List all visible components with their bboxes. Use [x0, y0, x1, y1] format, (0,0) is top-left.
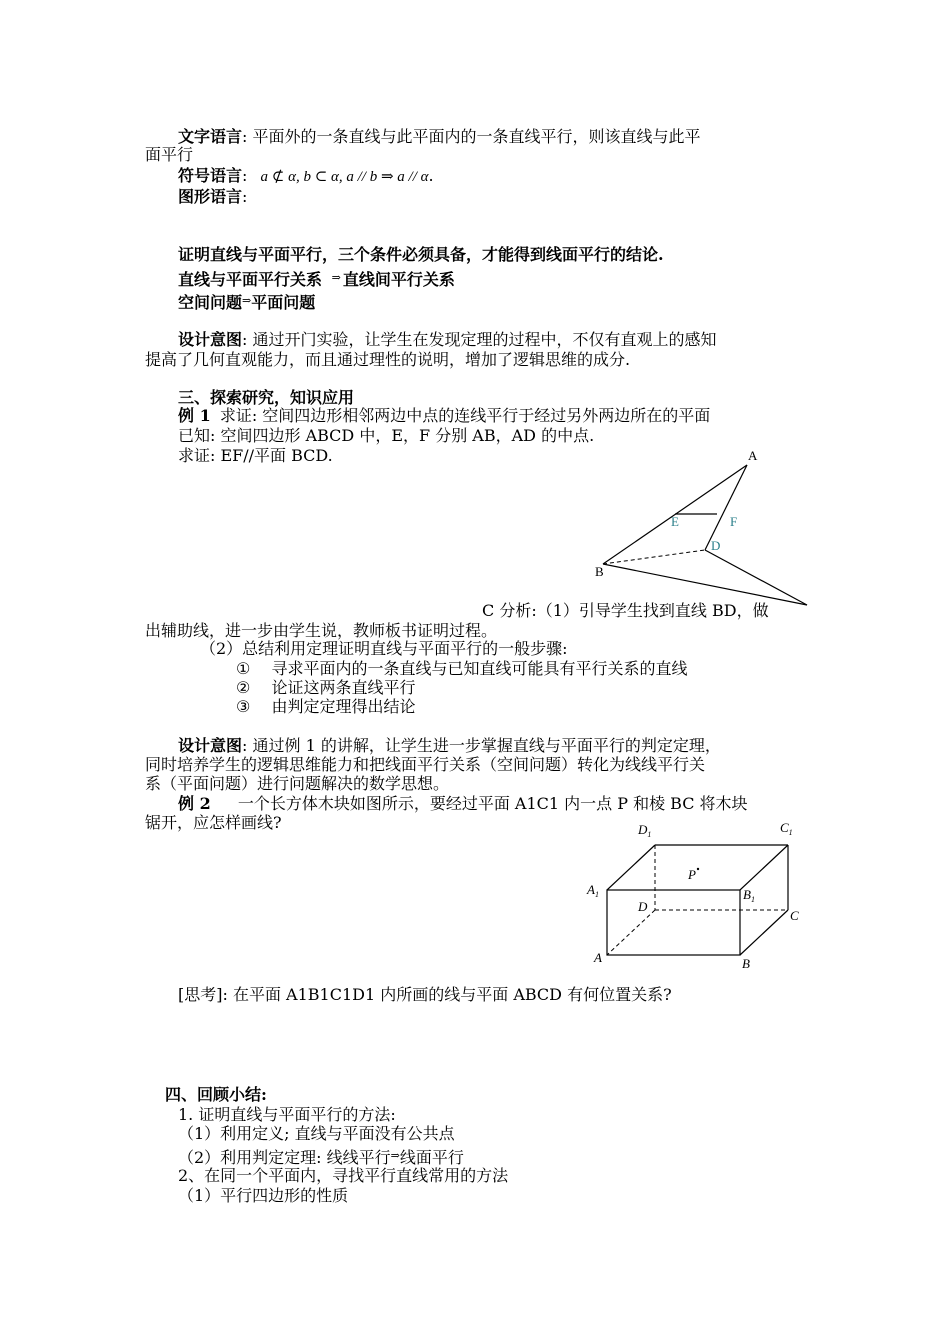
space-problem-text: 空间问题	[178, 293, 243, 312]
summary-item-2a: （1）平行四边形的性质	[178, 1186, 349, 1205]
design-intent-2-continuation-2: 系（平面问题）进行问题解决的数学思想。	[145, 774, 450, 793]
example-2-label: 例 2	[178, 794, 211, 813]
summary-item-1b	[178, 1146, 464, 1168]
implies-arrow: ⇒	[331, 271, 341, 284]
step-number: ①	[236, 659, 251, 678]
step-text: 由判定定理得出结论	[271, 697, 416, 716]
text-language-line	[178, 127, 701, 147]
step-item	[236, 678, 415, 698]
graph-language-label: 图形语言	[178, 187, 243, 206]
summary-item-1: 1. 证明直线与平面平行的方法:	[178, 1105, 396, 1124]
edge-bc	[603, 564, 807, 605]
label-b: B	[595, 564, 604, 579]
label-p: P	[688, 867, 696, 882]
cuboid-figure	[580, 815, 810, 975]
front-face	[607, 890, 740, 955]
plane-problem-text: 平面问题	[251, 293, 316, 312]
text-language-continuation: 面平行	[145, 145, 194, 164]
symbol-end: .	[428, 166, 434, 185]
graph-language-colon: :	[242, 187, 248, 206]
example-1-label: 例 1	[178, 406, 211, 425]
example-2-line	[178, 794, 748, 814]
example-2-body: 一个长方体木块如图所示，要经过平面 A1C1 内一点 P 和棱 BC 将木块	[237, 794, 748, 813]
step-number: ③	[236, 697, 251, 716]
design-intent-label: 设计意图	[178, 330, 243, 349]
text-language-body: : 平面外的一条直线与此平面内的一条直线平行，则该直线与此平	[242, 127, 701, 146]
step-text: 论证这两条直线平行	[271, 678, 416, 697]
label-c: C	[790, 908, 799, 923]
edge-bd-dashed	[603, 550, 705, 564]
design-intent-2-continuation-1: 同时培养学生的逻辑思维能力和把线面平行关系（空间问题）转化为线线平行关	[145, 755, 706, 774]
label-e: E	[671, 514, 679, 529]
implies-arrow: ⇒	[242, 294, 252, 307]
analysis-continuation: 出辅助线，进一步由学生说，教师板书证明过程。	[145, 621, 498, 640]
symbol-language-colon: :	[242, 166, 253, 185]
implies-arrow: ⇒	[390, 1149, 400, 1162]
summary-item-1b-post: 线面平行	[399, 1148, 464, 1167]
design-intent-2-line	[178, 736, 721, 756]
think-question: [思考]: 在平面 A1B1C1D1 内所画的线与平面 ABCD 有何位置关系?	[178, 985, 672, 1004]
label-d1: $D_1$	[638, 822, 652, 839]
symbol-expression: a ⊄ α, b ⊂ α, a // b ⇒ a // α	[260, 169, 429, 185]
step-item	[236, 697, 415, 717]
symbol-language-line	[178, 166, 434, 187]
given-line: 已知: 空间四边形 ABCD 中，E，F 分别 AB，AD 的中点.	[178, 426, 595, 445]
label-a1: $A_1$	[587, 882, 599, 899]
analysis-line: C 分析:（1）引导学生找到直线 BD，做	[482, 601, 769, 620]
label-a: A	[594, 950, 602, 965]
edge-c1-b1	[740, 845, 788, 890]
design-intent-2-label: 设计意图	[178, 736, 243, 755]
label-d: D	[638, 899, 648, 914]
steps-intro: （2）总结利用定理证明直线与平面平行的一般步骤:	[200, 639, 568, 658]
bold-statement-conditions: 证明直线与平面平行，三个条件必须具备，才能得到线面平行的结论.	[178, 245, 664, 264]
design-intent-body: : 通过开门实验，让学生在发现定理的过程中，不仅有直观上的感知	[242, 330, 717, 349]
summary-item-2: 2、在同一个平面内，寻找平行直线常用的方法	[178, 1166, 509, 1185]
example-1-body: 求证: 空间四边形相邻两边中点的连线平行于经过另外两边所在的平面	[219, 406, 711, 425]
label-b1: $B_1$	[743, 887, 755, 904]
bold-statement-relations	[178, 268, 455, 290]
graph-language-line	[178, 187, 247, 207]
hidden-edge-d-a	[607, 910, 655, 955]
step-item	[236, 659, 687, 679]
label-d: D	[711, 538, 721, 553]
design-intent-2-body: : 通过例 1 的讲解，让学生进一步掌握直线与平面平行的判定定理，	[242, 736, 721, 755]
line-line-parallel-text: 直线间平行关系	[342, 270, 455, 289]
label-c1: $C_1$	[780, 820, 793, 837]
label-f: F	[730, 514, 738, 529]
text-language-label: 文字语言	[178, 127, 243, 146]
line-plane-parallel-text: 直线与平面平行关系	[178, 270, 323, 289]
section-heading-review: 四、回顾小结:	[165, 1085, 267, 1104]
step-text: 寻求平面内的一条直线与已知直线可能具有平行关系的直线	[271, 659, 688, 678]
label-a: A	[748, 448, 758, 463]
example-2-continuation: 锯开，应怎样画线?	[145, 813, 282, 832]
edge-a1-d1	[607, 845, 655, 890]
section-heading-explore: 三、探索研究，知识应用	[178, 388, 355, 407]
step-number: ②	[236, 678, 251, 697]
summary-item-1b-pre: （2）利用判定定理: 线线平行	[178, 1148, 391, 1167]
point-p	[697, 868, 699, 870]
example-1-line	[178, 406, 710, 426]
edge-c-b	[740, 910, 788, 955]
quadrilateral-figure	[585, 440, 815, 615]
design-intent-line	[178, 330, 717, 350]
edge-dc	[705, 550, 807, 605]
bold-statement-space-plane	[178, 291, 315, 313]
label-b: B	[742, 956, 750, 971]
prove-line: 求证: EF//平面 BCD.	[178, 446, 333, 465]
symbol-language-label: 符号语言	[178, 166, 243, 185]
summary-item-1a: （1）利用定义; 直线与平面没有公共点	[178, 1124, 455, 1143]
design-intent-continuation: 提高了几何直观能力，而且通过理性的说明，增加了逻辑思维的成分.	[145, 350, 631, 369]
